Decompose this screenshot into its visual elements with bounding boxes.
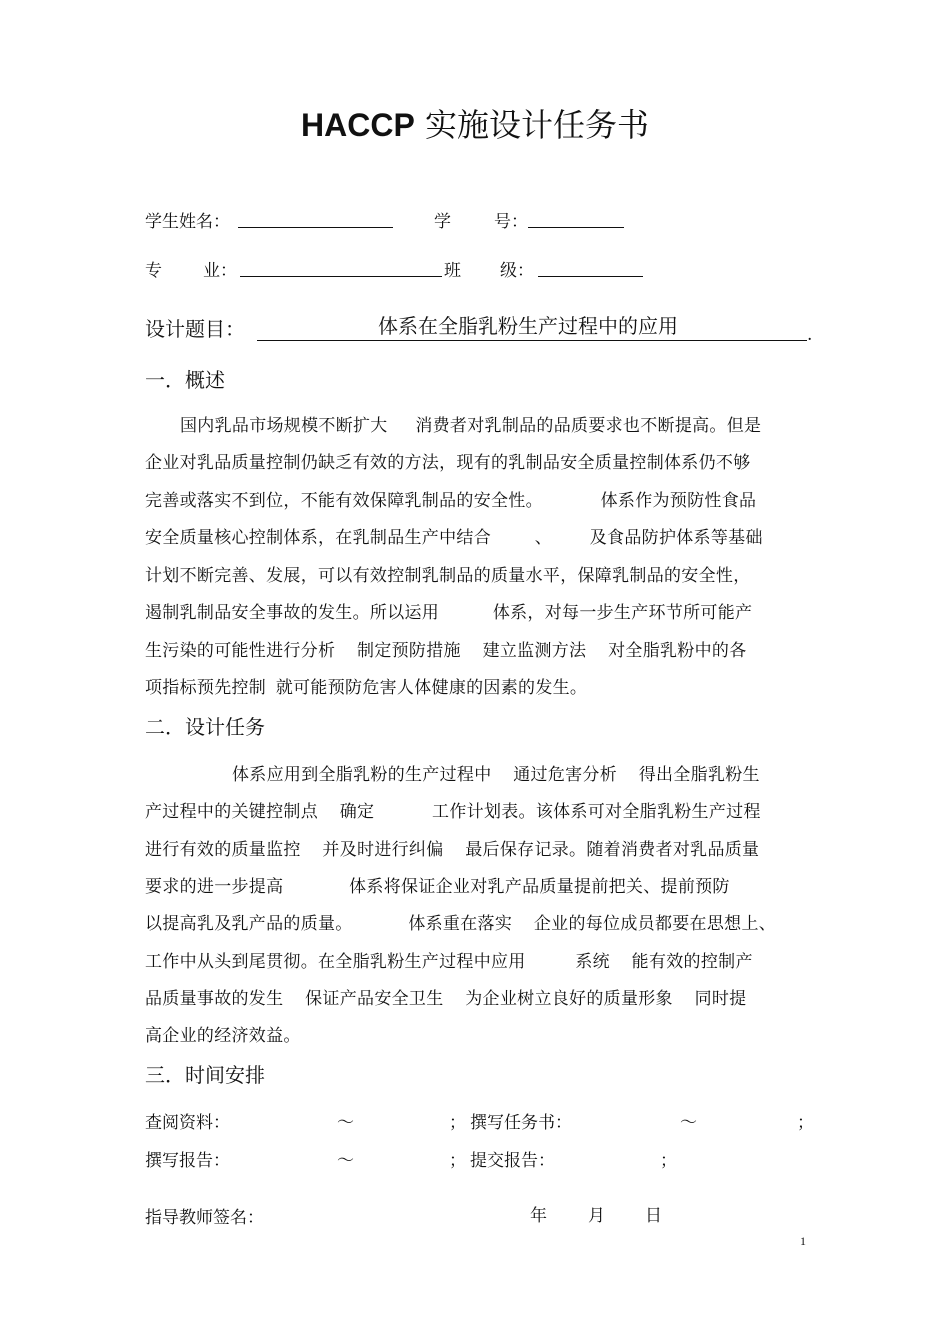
text-segment: 以提高乳及乳产品的质量。 (145, 914, 353, 934)
title-latin: HACCP (301, 107, 415, 143)
signature-month: 月 (588, 1206, 605, 1226)
major-label-2: 业： (203, 261, 237, 281)
text-segment: 高企业的经济效益。 (145, 1026, 301, 1046)
text-segment: 通过危害分析 (513, 765, 618, 785)
text-segment: 及食品防护体系等基础 (589, 528, 763, 548)
text-segment: 体系将保证企业对乳产品质量提前把关、提前预防 (349, 877, 730, 897)
schedule-report-tilde: ～ (337, 1151, 354, 1171)
schedule-taskbook-end: ； (797, 1113, 814, 1133)
class-label-2: 级： (500, 261, 534, 281)
task-line-6 (145, 947, 753, 972)
text-segment: 最后保存记录。随着消费者对乳品质量 (465, 840, 760, 860)
task-line-2 (145, 797, 761, 822)
major-field[interactable] (240, 276, 442, 277)
overview-line-3 (145, 486, 756, 511)
text-segment: 建立监测方法 (482, 641, 587, 661)
supervisor-signature-label: 指导教师签名： (145, 1208, 264, 1228)
text-segment: 企业对乳品质量控制仍缺乏有效的方法，现有的乳制品安全质量控制体系仍不够 (145, 453, 751, 473)
schedule-submit-label: 提交报告： (470, 1151, 555, 1171)
signature-day: 日 (645, 1206, 662, 1226)
text-segment: 项指标预先控制 (145, 678, 267, 698)
text-segment: 生污染的可能性进行分析 (145, 641, 336, 661)
overview-line-2 (145, 448, 751, 473)
topic-label: 设计题目： (145, 317, 245, 341)
text-segment: 体系作为预防性食品 (600, 491, 757, 511)
task-line-7 (145, 984, 746, 1009)
text-segment: 工作计划表。该体系可对全脂乳粉生产过程 (432, 802, 761, 822)
text-segment: 得出全脂乳粉生 (638, 765, 760, 785)
schedule-report-sep: ； (449, 1151, 466, 1171)
topic-underline (257, 340, 807, 341)
task-line-5 (145, 909, 776, 934)
text-segment: 要求的进一步提高 (145, 877, 284, 897)
section-heading-task: 二．设计任务 (145, 715, 265, 739)
text-segment: 为企业树立良好的质量形象 (465, 989, 673, 1009)
overview-line-6 (145, 598, 752, 623)
student-id-field[interactable] (528, 227, 624, 228)
student-id-label-1: 学 (434, 212, 451, 232)
schedule-taskbook-tilde: ～ (680, 1113, 697, 1133)
text-segment: 能有效的控制产 (631, 952, 753, 972)
text-segment: 品质量事故的发生 (145, 989, 284, 1009)
text-segment: 制定预防措施 (357, 641, 461, 661)
text-segment: 确定 (339, 802, 375, 822)
task-line-4 (145, 872, 730, 897)
text-segment: 体系应用到全脂乳粉的生产过程中 (232, 765, 492, 785)
text-segment: 遏制乳制品安全事故的发生。所以运用 (145, 603, 440, 623)
text-segment: 产过程中的关键控制点 (145, 802, 318, 822)
schedule-review-label: 查阅资料： (145, 1113, 230, 1133)
overview-line-4 (145, 523, 763, 548)
text-segment: 保证产品安全卫生 (305, 989, 444, 1009)
schedule-report-label: 撰写报告： (145, 1151, 230, 1171)
text-segment: 企业的每位成员都要在思想上、 (533, 914, 777, 934)
text-segment: 安全质量核心控制体系，在乳制品生产中结合 (145, 528, 491, 548)
signature-year: 年 (530, 1206, 547, 1226)
document-title (0, 100, 950, 146)
overview-line-8 (145, 673, 587, 698)
task-line-1 (232, 760, 760, 785)
student-name-field[interactable] (238, 227, 393, 228)
section-heading-schedule: 三．时间安排 (145, 1063, 265, 1087)
student-id-label-2: 号： (494, 212, 528, 232)
topic-value: 体系在全脂乳粉生产过程中的应用 (378, 314, 678, 338)
text-segment: 就可能预防危害人体健康的因素的发生。 (275, 678, 588, 698)
title-cn: 实施设计任务书 (424, 106, 649, 144)
student-name-label: 学生姓名： (145, 212, 230, 232)
schedule-taskbook-label: 撰写任务书： (470, 1113, 572, 1133)
overview-line-7 (145, 636, 747, 661)
overview-line-1 (180, 411, 761, 436)
text-segment: 国内乳品市场规模不断扩大 (180, 416, 388, 436)
section-heading-overview: 一．概述 (145, 368, 225, 392)
text-segment: 体系重在落实 (408, 914, 513, 934)
schedule-review-tilde: ～ (337, 1113, 354, 1133)
text-segment: 进行有效的质量监控 (145, 840, 301, 860)
text-segment: 对全脂乳粉中的各 (608, 641, 747, 661)
text-segment: 同时提 (694, 989, 747, 1009)
text-segment: 工作中从头到尾贯彻。在全脂乳粉生产过程中应用 (145, 952, 526, 972)
schedule-submit-end: ； (660, 1151, 677, 1171)
text-segment: 、 (534, 528, 553, 548)
class-label-1: 班 (444, 261, 461, 281)
page-number: 1 (800, 1234, 806, 1248)
task-line-8 (145, 1021, 301, 1046)
text-segment: 消费者对乳制品的品质要求也不断提高。但是 (415, 416, 762, 436)
text-segment: 计划不断完善、发展，可以有效控制乳制品的质量水平，保障乳制品的安全性， (145, 566, 751, 586)
text-segment: 完善或落实不到位，不能有效保障乳制品的安全性。 (145, 491, 543, 511)
topic-tail: . (807, 325, 813, 345)
class-field[interactable] (538, 276, 643, 277)
major-label-1: 专 (145, 261, 162, 281)
schedule-review-sep: ； (449, 1113, 466, 1133)
text-segment: 并及时进行纠偏 (322, 840, 444, 860)
text-segment: 体系，对每一步生产环节所可能产 (492, 603, 753, 623)
text-segment: 系统 (575, 952, 610, 972)
overview-line-5 (145, 561, 751, 586)
task-line-3 (145, 835, 759, 860)
